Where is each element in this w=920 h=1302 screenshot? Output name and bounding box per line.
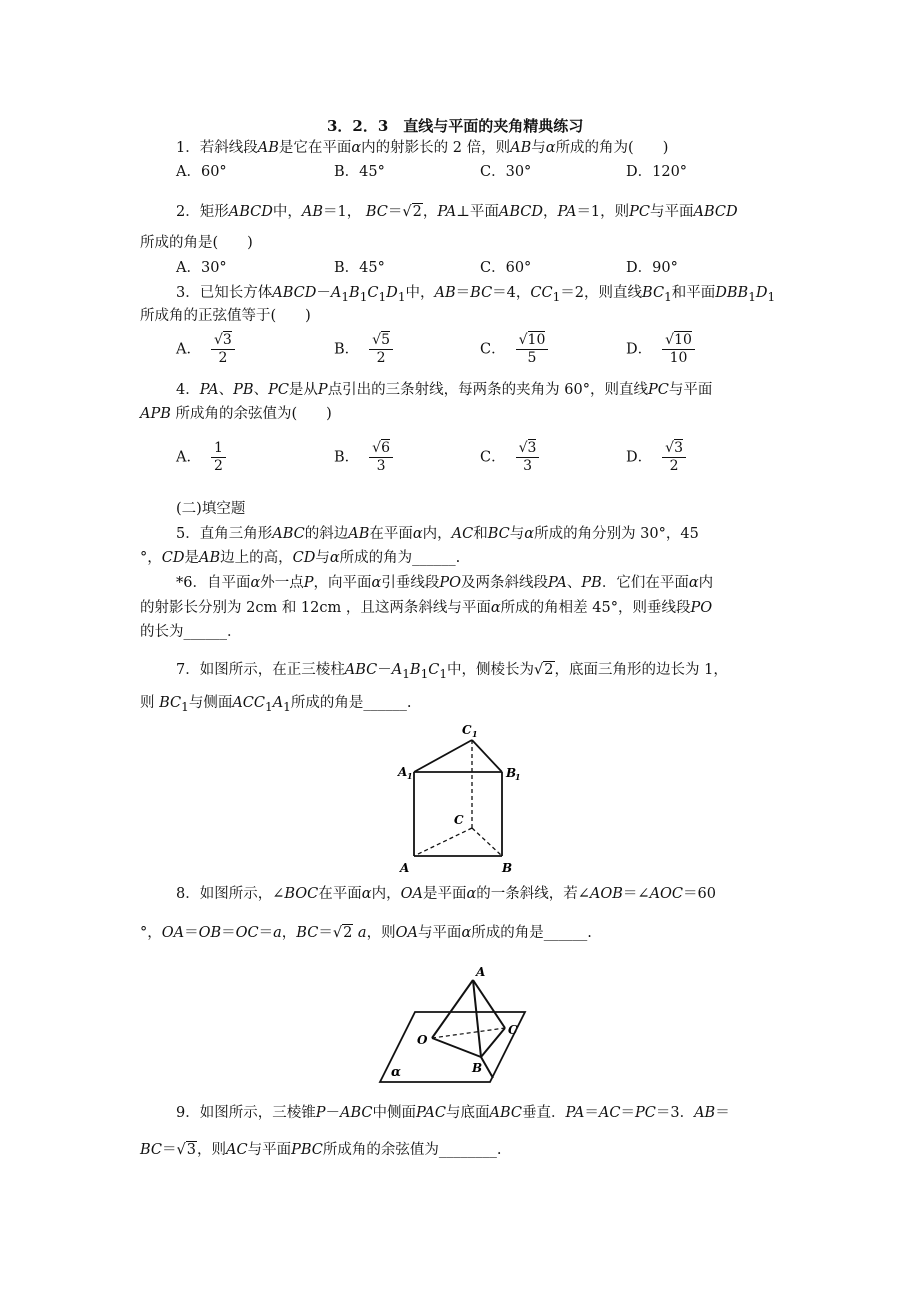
question-5-line-2: °，CD是AB边上的高，CD与α所成的角为______. bbox=[140, 550, 461, 566]
line-b-extension bbox=[481, 1057, 493, 1078]
sqrt-3: √3 bbox=[176, 1142, 197, 1158]
q9-answer-blank[interactable]: ________ bbox=[438, 1142, 497, 1158]
label-alpha: α bbox=[391, 1065, 402, 1080]
question-7-line-1: 7．如图所示，在正三棱柱$ABC-A_1B_1C_1$中，侧棱长为√2，底面三角形的边长为 1， bbox=[176, 662, 728, 681]
q6-answer-blank[interactable]: ______ bbox=[183, 624, 227, 640]
question-7-line-2: 则 $BC_1$与侧面$ACC_1A_1$所成的角是______. bbox=[140, 695, 412, 714]
label-a: A bbox=[476, 965, 486, 979]
q3-option-d: D． $\frac{√10}{10}$ bbox=[626, 332, 695, 367]
segment-ob bbox=[432, 1038, 481, 1057]
segment-oc bbox=[432, 1028, 505, 1038]
q2-option-b: B．45° bbox=[334, 260, 385, 276]
prism-figure bbox=[390, 720, 530, 880]
question-6-line-1: *6．自平面α外一点P，向平面α引垂线段PO及两条斜线段PA、PB．它们在平面α内 bbox=[176, 575, 714, 591]
sqrt-2: √2 bbox=[332, 925, 353, 941]
q1-option-c: C．30° bbox=[480, 164, 532, 180]
q1-option-a: A．60° bbox=[176, 164, 227, 180]
question-3-line-1: 3．已知长方体$ABCD-A_1B_1C_1D_1$中，AB＝BC＝4，$CC_1=2$，则直线$BC_1$和平面$DBB_1D_1$ bbox=[176, 285, 776, 304]
question-6-line-2: 的射影长分别为 2cm 和 12cm ，且这两条斜线与平面α所成的角相差 45°，则垂线段PO bbox=[140, 600, 713, 616]
q4-option-d: D． $\frac{√3}{2}$ bbox=[626, 440, 686, 475]
edge-a1c1 bbox=[414, 740, 472, 772]
label-a: A bbox=[400, 861, 410, 875]
q1-option-b: B．45° bbox=[334, 164, 385, 180]
q1-option-d: D．120° bbox=[626, 164, 688, 180]
question-2-line-2: 所成的角是( ) bbox=[140, 235, 253, 251]
q3-option-b: B． $\frac{√5}{2}$ bbox=[334, 332, 393, 367]
page-title: 3．2．3 直线与平面的夹角精典练习 bbox=[327, 117, 584, 135]
label-b1: B bbox=[506, 766, 517, 780]
section-fill-in-blank: (二)填空题 bbox=[176, 501, 246, 517]
q4-option-c: C． $\frac{√3}{3}$ bbox=[480, 440, 539, 475]
question-4-line-2: APB 所成角的余弦值为( ) bbox=[140, 406, 332, 422]
q2-option-c: C．60° bbox=[480, 260, 532, 276]
edge-c1b1 bbox=[472, 740, 502, 772]
q7-answer-blank[interactable]: ______ bbox=[363, 695, 407, 711]
q2-option-a: A．30° bbox=[176, 260, 227, 276]
question-8-line-1: 8．如图所示，∠BOC在平面α内，OA是平面α的一条斜线，若∠AOB＝∠AOC＝60 bbox=[176, 886, 716, 902]
q4-option-a: A． $\frac{1}{2}$ bbox=[176, 440, 226, 475]
label-b: B bbox=[472, 1061, 483, 1075]
sqrt-2: √2 bbox=[534, 662, 554, 678]
edge-cb bbox=[472, 828, 502, 856]
question-2-line-1: 2．矩形ABCD中，AB＝1， BC＝√2，PA⊥平面ABCD，PA＝1，则PC与平面ABCD bbox=[176, 204, 738, 220]
question-4-line-1: 4．PA、PB、PC是从P点引出的三条射线，每两条的夹角为 60°，则直线PC与平面 bbox=[176, 382, 713, 398]
label-c1-sub: 1 bbox=[472, 729, 478, 739]
q3-option-a: A． $\frac{√3}{2}$ bbox=[176, 332, 235, 367]
segment-bc bbox=[481, 1028, 505, 1057]
q3-option-c: C． $\frac{√10}{5}$ bbox=[480, 332, 548, 367]
label-c: C bbox=[454, 813, 464, 827]
q5-answer-blank[interactable]: ______ bbox=[412, 550, 456, 566]
question-5-line-1: 5．直角三角形ABC的斜边AB在平面α内，AC和BC与α所成的角分别为 30°，45 bbox=[176, 526, 699, 542]
label-a1: A bbox=[398, 765, 408, 779]
q2-option-d: D．90° bbox=[626, 260, 678, 276]
label-b1-sub: 1 bbox=[515, 772, 521, 782]
label-c: C bbox=[508, 1023, 518, 1037]
plane-figure bbox=[375, 962, 540, 1088]
question-3-line-2: 所成角的正弦值等于( ) bbox=[140, 308, 311, 324]
edge-ca bbox=[414, 828, 472, 856]
label-o: O bbox=[417, 1033, 428, 1047]
question-1: 1．若斜线段AB是它在平面α内的射影长的 2 倍，则AB与α所成的角为( ) bbox=[176, 140, 669, 156]
q8-answer-blank[interactable]: ______ bbox=[543, 925, 588, 941]
question-9-line-1: 9．如图所示，三棱锥P－ABC中侧面PAC与底面ABC垂直．PA＝AC＝PC＝3．AB＝ bbox=[176, 1105, 730, 1121]
question-6-line-3: 的长为______． bbox=[140, 624, 242, 640]
label-c1: C bbox=[462, 723, 472, 737]
q4-option-b: B． $\frac{√6}{3}$ bbox=[334, 440, 393, 475]
sqrt-2: √2 bbox=[402, 204, 422, 220]
label-b: B bbox=[502, 861, 513, 875]
label-a1-sub: 1 bbox=[407, 771, 413, 781]
question-9-line-2: BC＝√3，则AC与平面PBC所成角的余弦值为________. bbox=[140, 1142, 502, 1158]
question-8-line-2: °，OA＝OB＝OC＝a，BC＝√2 a，则OA与平面α所成的角是______. bbox=[140, 925, 592, 941]
segment-ao bbox=[432, 980, 473, 1038]
